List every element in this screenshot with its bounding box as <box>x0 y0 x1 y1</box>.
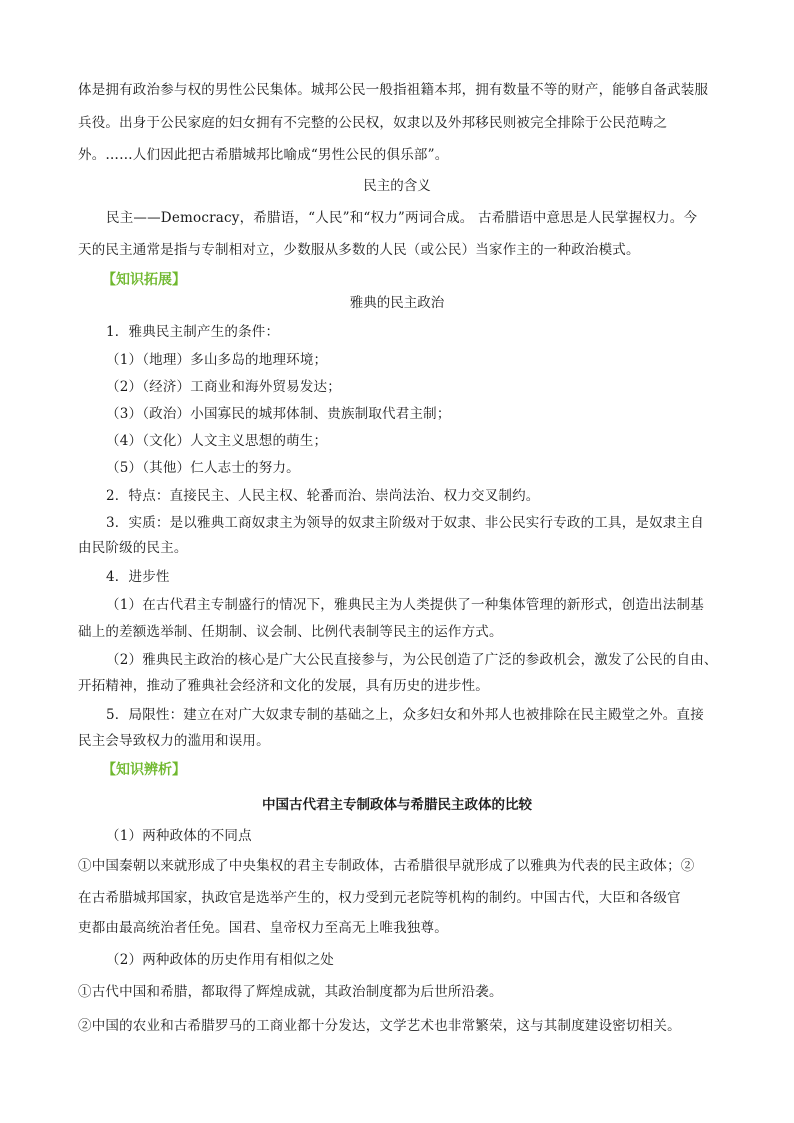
analysis-item: ②中国的农业和古希腊罗马的工商业都十分发达，文学艺术也非常繁荣，这与其制度建设密切相关。 <box>78 1018 681 1034</box>
knowledge-expansion-tag: 【知识拓展】 <box>102 272 186 288</box>
expansion-item: 础上的差额选举制、任期制、议会制、比例代表制等民主的运作方式。 <box>78 624 503 640</box>
expansion-item: 由民阶级的民主。 <box>78 540 188 556</box>
expansion-item: 5．局限性：建立在对广大奴隶专制的基础之上，众多妇女和外邦人也被排除在民主殿堂之外。直接 <box>106 707 704 723</box>
comparison-title: 中国古代君主专制政体与希腊民主政体的比较 <box>262 797 532 813</box>
expansion-item: （1）在古代君主专制盛行的情况下，雅典民主为人类提供了一种集体管理的新形式，创造出法制基 <box>106 597 704 613</box>
expansion-item: （4）（文化）人文主义思想的萌生； <box>106 433 328 449</box>
knowledge-analysis-tag: 【知识辨析】 <box>102 762 186 778</box>
expansion-item: 4．进步性 <box>106 569 170 585</box>
expansion-item: （3）（政治）小国寡民的城邦体制、贵族制取代君主制； <box>106 406 451 422</box>
expansion-item: 民主会导致权力的滥用和误用。 <box>78 733 270 749</box>
intro-line-1: 体是拥有政治参与权的男性公民集体。城邦公民一般指祖籍本邦，拥有数量不等的财产，能够自备武装服 <box>78 82 709 98</box>
expansion-item: 1．雅典民主制产生的条件： <box>106 324 280 340</box>
expansion-item: （5）（其他）仁人志士的努力。 <box>106 460 300 476</box>
democracy-meaning-line-1: 民主——Democracy，希腊语，“人民”和“权力”两词合成。 古希腊语中意思是人民掌握权力。今 <box>106 210 698 226</box>
analysis-item: （1）两种政体的不同点 <box>106 828 252 844</box>
analysis-item: （2）两种政体的历史作用有相似之处 <box>106 952 334 968</box>
analysis-item: 在古希腊城邦国家，执政官是选举产生的，权力受到元老院等机构的制约。中国古代，大臣和各级官 <box>78 890 681 906</box>
expansion-item: （2）（经济）工商业和海外贸易发达； <box>106 379 341 395</box>
athens-democracy-title: 雅典的民主政治 <box>349 295 445 311</box>
expansion-item: （1）（地理）多山多岛的地理环境； <box>106 352 328 368</box>
expansion-item: 开拓精神，推动了雅典社会经济和文化的发展，具有历史的进步性。 <box>78 678 489 694</box>
expansion-item: 3．实质：是以雅典工商奴隶主为领导的奴隶主阶级对于奴隶、非公民实行专政的工具，是奴隶主自 <box>106 515 704 531</box>
expansion-item: （2）雅典民主政治的核心是广大公民直接参与，为公民创造了广泛的参政机会，激发了公民的自由、 <box>106 652 718 668</box>
expansion-item: 2．特点：直接民主、人民主权、轮番而治、崇尚法治、权力交叉制约。 <box>106 488 540 504</box>
democracy-meaning-line-2: 天的民主通常是指与专制相对立，少数服从多数的人民（或公民）当家作主的一种政治模式。 <box>78 242 640 258</box>
analysis-item: ①古代中国和希腊，都取得了辉煌成就，其政治制度都为后世所沿袭。 <box>78 984 503 1000</box>
intro-line-2: 兵役。出身于公民家庭的妇女拥有不完整的公民权，奴隶以及外邦移民则被完全排除于公民范畴之 <box>78 115 668 131</box>
analysis-item: ①中国秦朝以来就形成了中央集权的君主专制政体，古希腊很早就形成了以雅典为代表的民主政体；② <box>78 858 695 874</box>
intro-line-3: 外。……人们因此把古希腊城邦比喻成“男性公民的俱乐部”。 <box>78 147 449 163</box>
democracy-meaning-title: 民主的含义 <box>363 178 431 194</box>
analysis-item: 吏都由最高统治者任免。国君、皇帝权力至高无上唯我独尊。 <box>78 920 448 936</box>
